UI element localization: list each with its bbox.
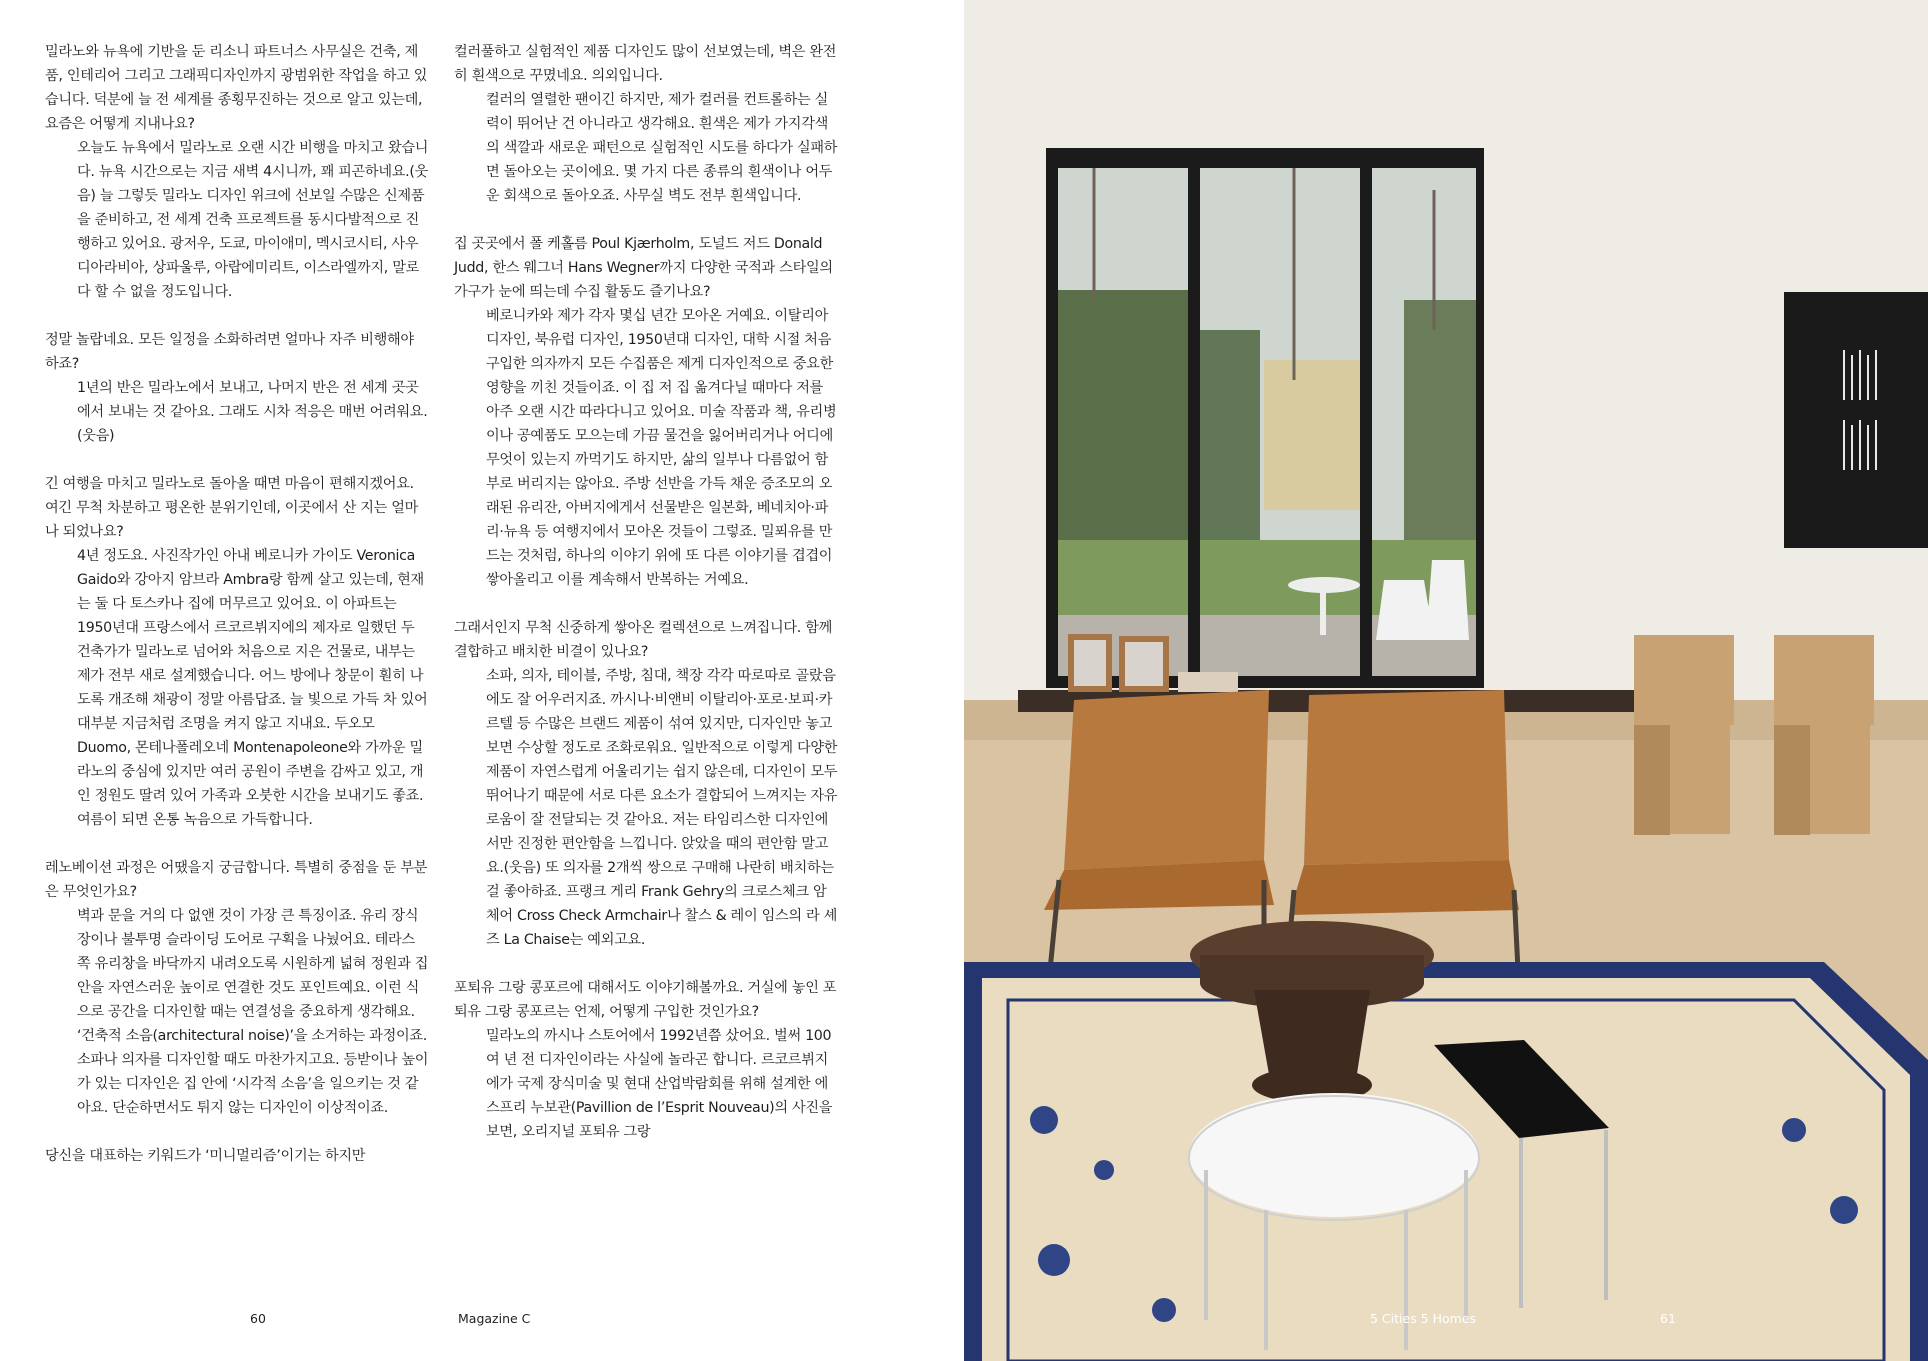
answer-paragraph: 베로니카와 제가 각자 몇십 년간 모아온 거예요. 이탈리아 디자인, 북유럽 디자인, 1950년대 디자인, 대학 시절 처음 구입한 의자까지 모든 수집품은 제게 디자인적으로 중요한 영향을 끼친 것들이죠. 이 집 저 집 옮겨다닐 때마다 저를 아주 오랜 시간 따라다니고 있어요. 미술 작품과 책, 유리병이나 공예품도 모으는데 가끔 물건을 잃어버리거나 어디에 무엇이 있는지 까먹기도 하지만, 삶의 일부나 다름없어 함부로 버리지는 않아요. 주방 선반을 가득 채운 증조모의 오래된 유리잔, 아버지에게서 선물받은 일본화, 베네치아·파리·뉴욕 등 여행지에서 모아온 것들이 그렇죠. 밀푀유를 만드는 것처럼, 하나의 이야기 위에 또 다른 이야기를 겹겹이 쌓아올리고 이를 계속해서 반복하는 거예요. [486,308,837,588]
answer-paragraph: 1년의 반은 밀라노에서 보내고, 나머지 반은 전 세계 곳곳에서 보내는 것 같아요. 그래도 시차 적응은 매번 어려워요.(웃음) [77,380,428,444]
page-number-right: 61 [1660,1311,1676,1326]
question-paragraph: 레노베이션 과정은 어땠을지 궁금합니다. 특별히 중점을 둔 부분은 무엇인가요? [45,860,428,900]
answer-paragraph: 밀라노의 까시나 스토어에서 1992년쯤 샀어요. 벌써 100여 년 전 디자인이라는 사실에 놀라곤 합니다. 르코르뷔지에가 국제 장식미술 및 현대 산업박람회를 위해 설계한 에스프리 누보관(Pavillion de l’Esprit Nouveau)의 사진을 보면, 오리지널 포퇴유 그랑 [486,1028,833,1140]
interior-photo [964,0,1928,1361]
question-paragraph: 그래서인지 무척 신중하게 쌓아온 컬렉션으로 느껴집니다. 함께 결합하고 배치한 비결이 있나요? [454,620,833,660]
answer-paragraph: 4년 정도요. 사진작가인 아내 베로니카 가이도 Veronica Gaido와 강아지 암브라 Ambra랑 함께 살고 있는데, 현재는 둘 다 토스카나 집에 머무르고 있어요. 이 아파트는 1950년대 프랑스에서 르코르뷔지에의 제자로 일했던 두 건축가가 밀라노로 넘어와 처음으로 지은 건물로, 내부는 제가 전부 새로 설계했습니다. 어느 방에나 창문이 훤히 나도록 개조해 채광이 정말 아름답죠. 늘 빛으로 가득 차 있어 대부분 지금처럼 조명을 켜지 않고 지내요. 두오모 Duomo, 몬테나폴레오네 Montenapoleone와 가까운 밀라노의 중심에 있지만 여러 공원이 주변을 감싸고 있고, 개인 정원도 딸려 있어 가족과 오붓한 시간을 보내기도 좋죠. 여름이 되면 온통 녹음으로 가득합니다. [77,548,428,828]
answer-paragraph: 벽과 문을 거의 다 없앤 것이 가장 큰 특징이죠. 유리 장식장이나 불투명 슬라이딩 도어로 구획을 나눴어요. 테라스 쪽 유리창을 바닥까지 내려오도록 시원하게 넓혀 정원과 집 안을 자연스러운 높이로 연결한 것도 포인트예요. 이런 식으로 공간을 디자인할 때는 연결성을 중요하게 생각해요. ‘건축적 소음(architectural noise)’을 소거하는 과정이죠. 소파나 의자를 디자인할 때도 마찬가지고요. 등받이나 높이가 있는 디자인은 집 안에 ‘시각적 소음’을 일으키는 것 같아요. 단순하면서도 튀지 않는 디자인이 이상적이죠. [77,908,429,1116]
right-page [964,0,1928,1361]
question-paragraph: 컬러풀하고 실험적인 제품 디자인도 많이 선보였는데, 벽은 완전히 흰색으로 꾸몄네요. 의외입니다. [454,44,837,84]
answer-paragraph: 소파, 의자, 테이블, 주방, 침대, 책장 각각 따로따로 골랐음에도 잘 어우러지죠. 까시나·비앤비 이탈리아·포로·보피·카르텔 등 수많은 브랜드 제품이 섞여 있지만, 디자인만 놓고 보면 수상할 정도로 조화로워요. 일반적으로 이렇게 다양한 제품이 자연스럽게 어울리기는 쉽지 않은데, 디자인이 모두 뛰어나기 때문에 서로 다른 요소가 결합되어 느껴지는 자유로움이 잘 전달되는 것 같아요. 저는 타임리스한 디자인에서만 진정한 편안함을 느낍니다. 앉았을 때의 편안함 말고요.(웃음) 또 의자를 2개씩 쌍으로 구매해 나란히 배치하는 걸 좋아하죠. 프랭크 게리 Frank Gehry의 크로스체크 암체어 Cross Check Armchair나 찰스 & 레이 임스의 라 셰즈 La Chaise는 예외고요. [486,668,838,948]
section-label: 5 Cities 5 Homes [1370,1311,1477,1326]
question-paragraph: 포퇴유 그랑 콩포르에 대해서도 이야기해볼까요. 거실에 놓인 포퇴유 그랑 콩포르는 언제, 어떻게 구입한 것인가요? [454,980,837,1020]
text-column-1 [45,40,430,1168]
question-paragraph: 당신을 대표하는 키워드가 ‘미니멀리즘’이기는 하지만 [45,1148,366,1164]
question-paragraph: 긴 여행을 마치고 밀라노로 돌아올 때면 마음이 편해지겠어요. 여긴 무척 차분하고 평온한 분위기인데, 이곳에서 산 지는 얼마나 되었나요? [45,476,419,540]
magazine-name: Magazine C [458,1311,531,1326]
question-paragraph: 집 곳곳에서 폴 케홀름 Poul Kjærholm, 도널드 저드 Donald Judd, 한스 웨그너 Hans Wegner까지 다양한 국적과 스타일의 가구가 눈에 띄는데 수집 활동도 즐기나요? [454,236,833,300]
answer-paragraph: 컬러의 열렬한 팬이긴 하지만, 제가 컬러를 컨트롤하는 실력이 뛰어난 건 아니라고 생각해요. 흰색은 제가 가지각색의 색깔과 새로운 패턴으로 실험적인 시도를 하다가 실패하면 돌아오는 곳이에요. 몇 가지 다른 종류의 흰색이나 어두운 회색으로 돌아오죠. 사무실 벽도 전부 흰색입니다. [486,92,838,204]
question-paragraph: 정말 놀랍네요. 모든 일정을 소화하려면 얼마나 자주 비행해야 하죠? [45,332,414,372]
answer-paragraph: 오늘도 뉴욕에서 밀라노로 오랜 시간 비행을 마치고 왔습니다. 뉴욕 시간으로는 지금 새벽 4시니까, 꽤 피곤하네요.(웃음) 늘 그렇듯 밀라노 디자인 위크에 선보일 수많은 신제품을 준비하고, 전 세계 건축 프로젝트를 동시다발적으로 진행하고 있어요. 광저우, 도쿄, 마이애미, 멕시코시티, 사우디아라비아, 상파울루, 아랍에미리트, 이스라엘까지, 말로 다 할 수 없을 정도입니다. [77,140,429,300]
question-paragraph: 밀라노와 뉴욕에 기반을 둔 리소니 파트너스 사무실은 건축, 제품, 인테리어 그리고 그래픽디자인까지 광범위한 작업을 하고 있습니다. 덕분에 늘 전 세계를 종횡무진하는 것으로 알고 있는데, 요즘은 어떻게 지내나요? [45,44,428,132]
page-number-left: 60 [250,1311,266,1326]
text-column-2 [454,40,839,1144]
